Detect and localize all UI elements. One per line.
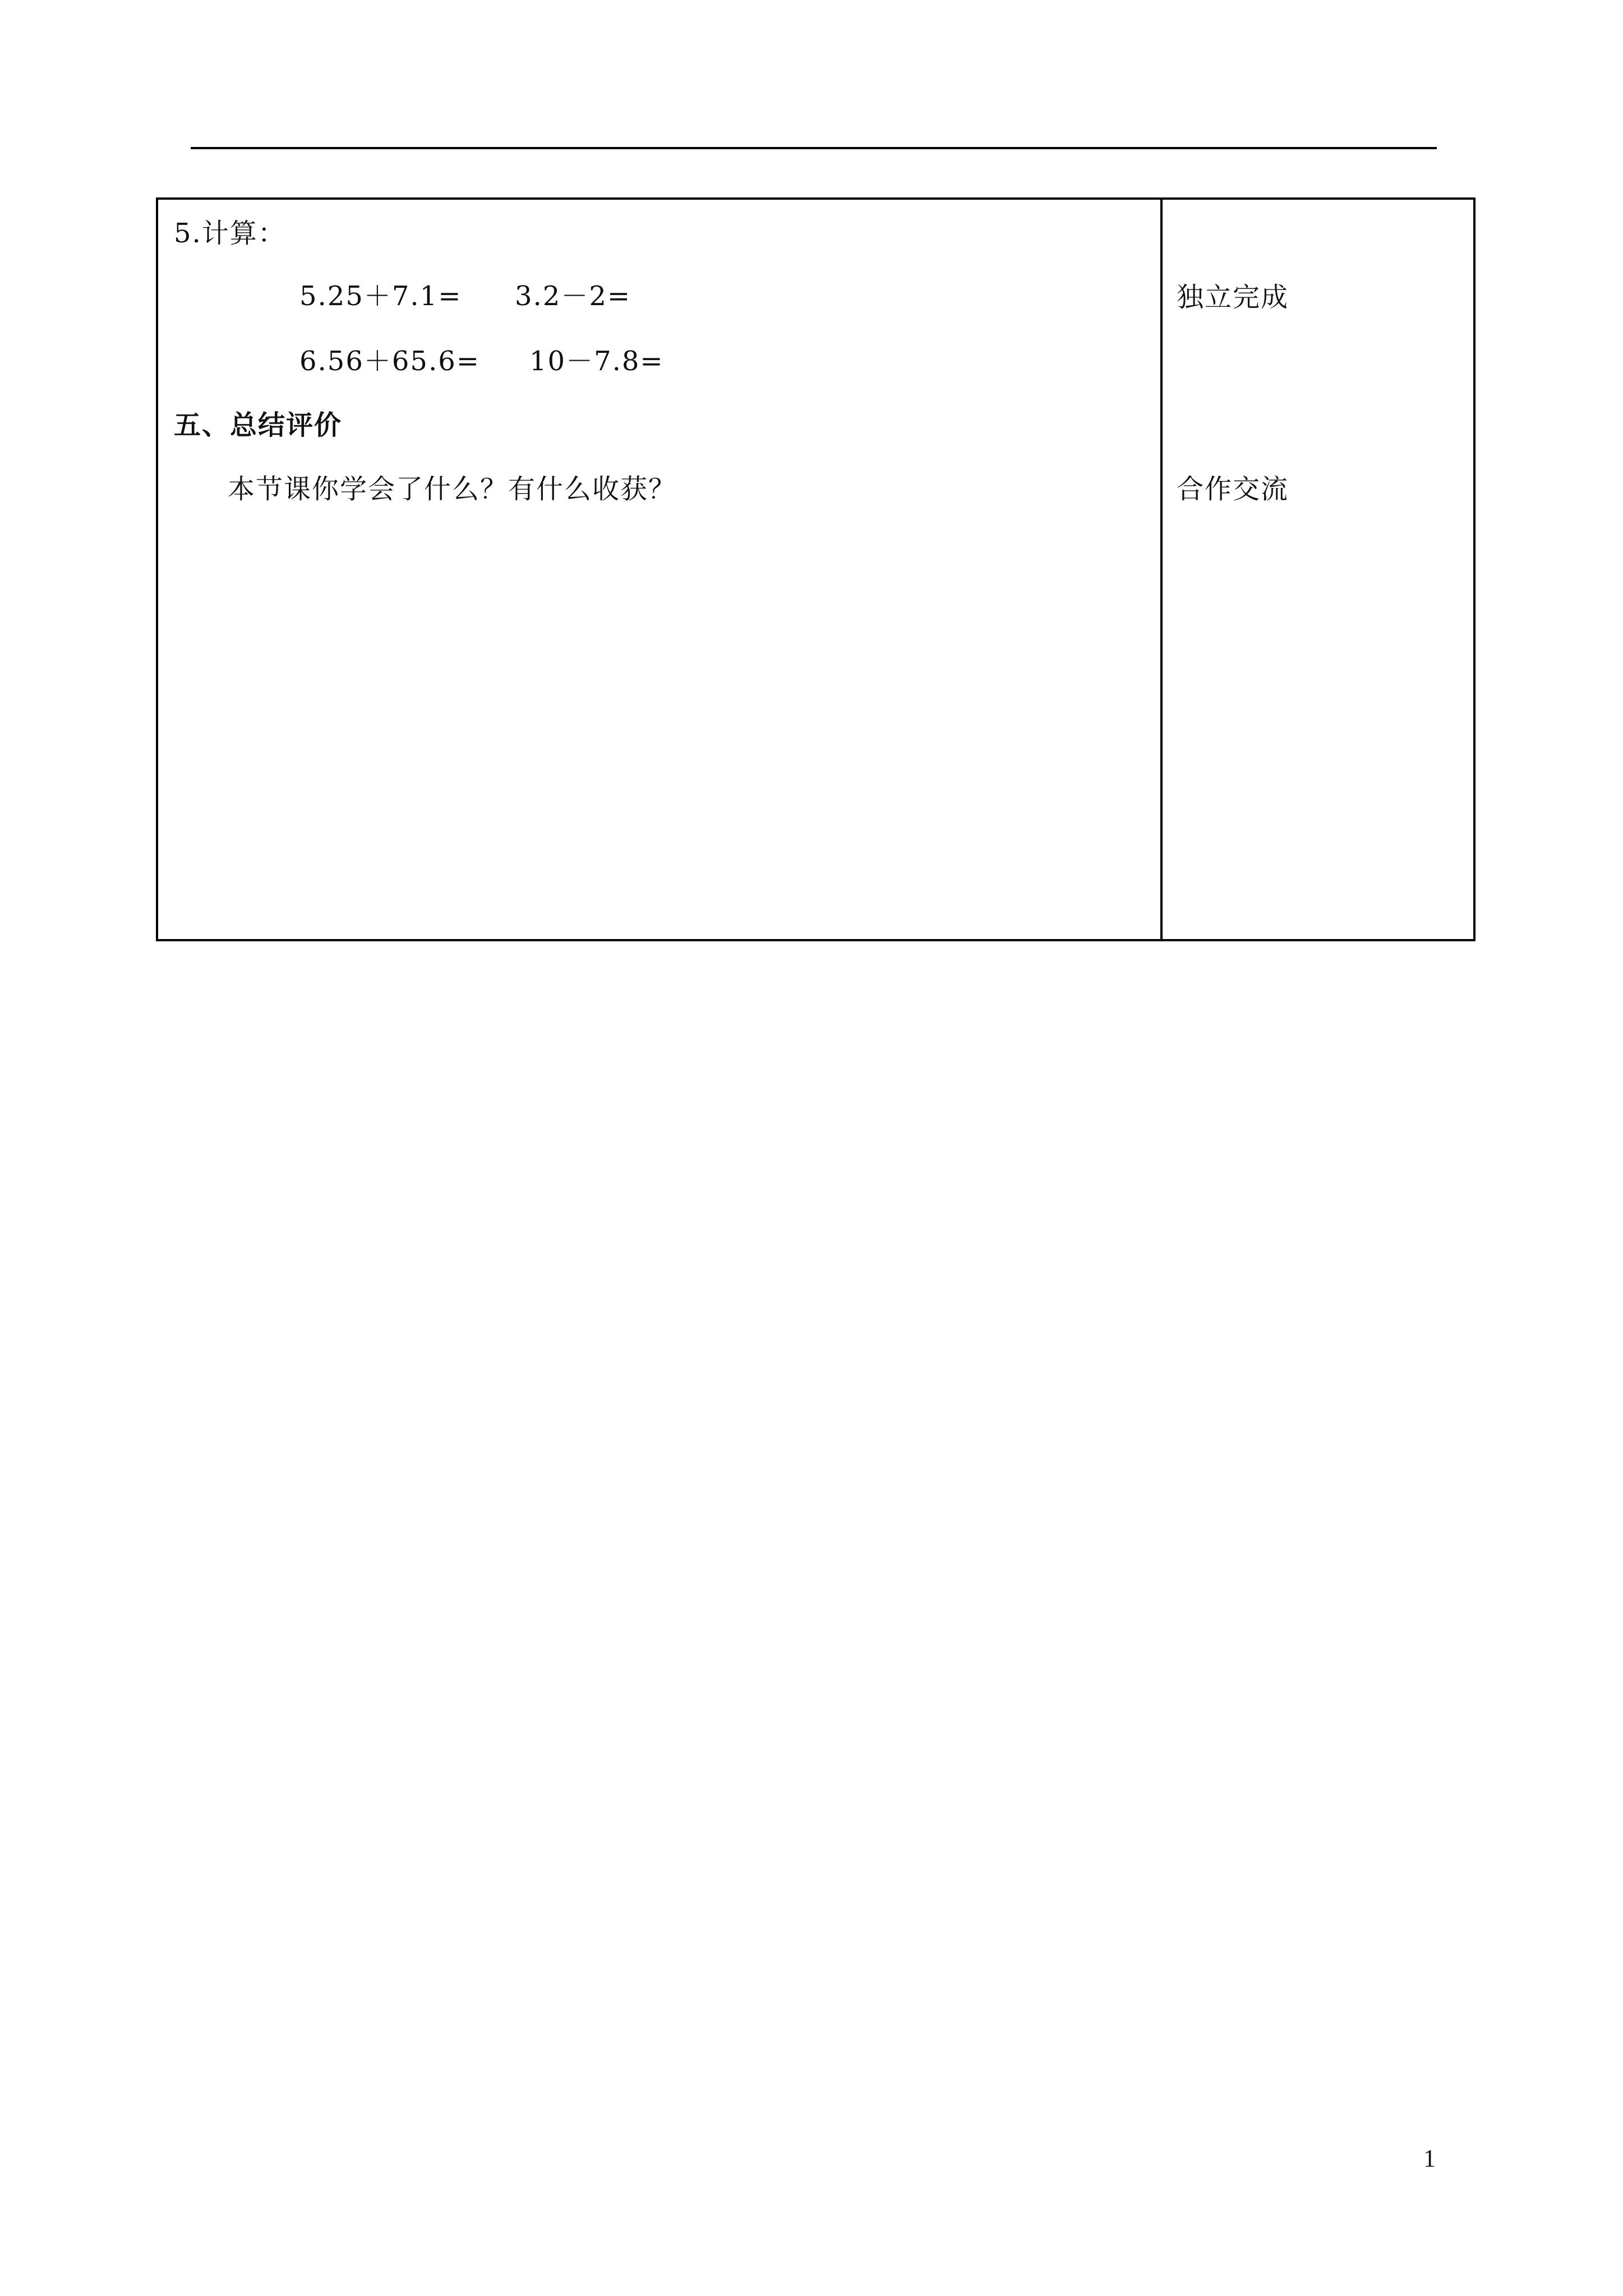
section-title: 五、总结评价 <box>174 409 343 441</box>
lesson-table <box>156 197 1476 941</box>
method-note-cooperative: 合作交流 <box>1177 473 1289 505</box>
method-note-independent: 独立完成 <box>1177 282 1289 313</box>
item5-label: 5.计算： <box>174 218 286 249</box>
equation-1: 5.25＋7.1= <box>299 280 462 312</box>
header-rule <box>191 147 1437 149</box>
page-number: 1 <box>1423 2145 1436 2172</box>
equation-4: 10－7.8= <box>529 346 664 377</box>
equation-2: 3.2－2= <box>515 280 631 312</box>
table-column-divider <box>1160 200 1163 939</box>
summary-question: 本节课你学会了什么？有什么收获？ <box>228 473 677 505</box>
equation-3: 6.56＋65.6= <box>299 346 480 377</box>
